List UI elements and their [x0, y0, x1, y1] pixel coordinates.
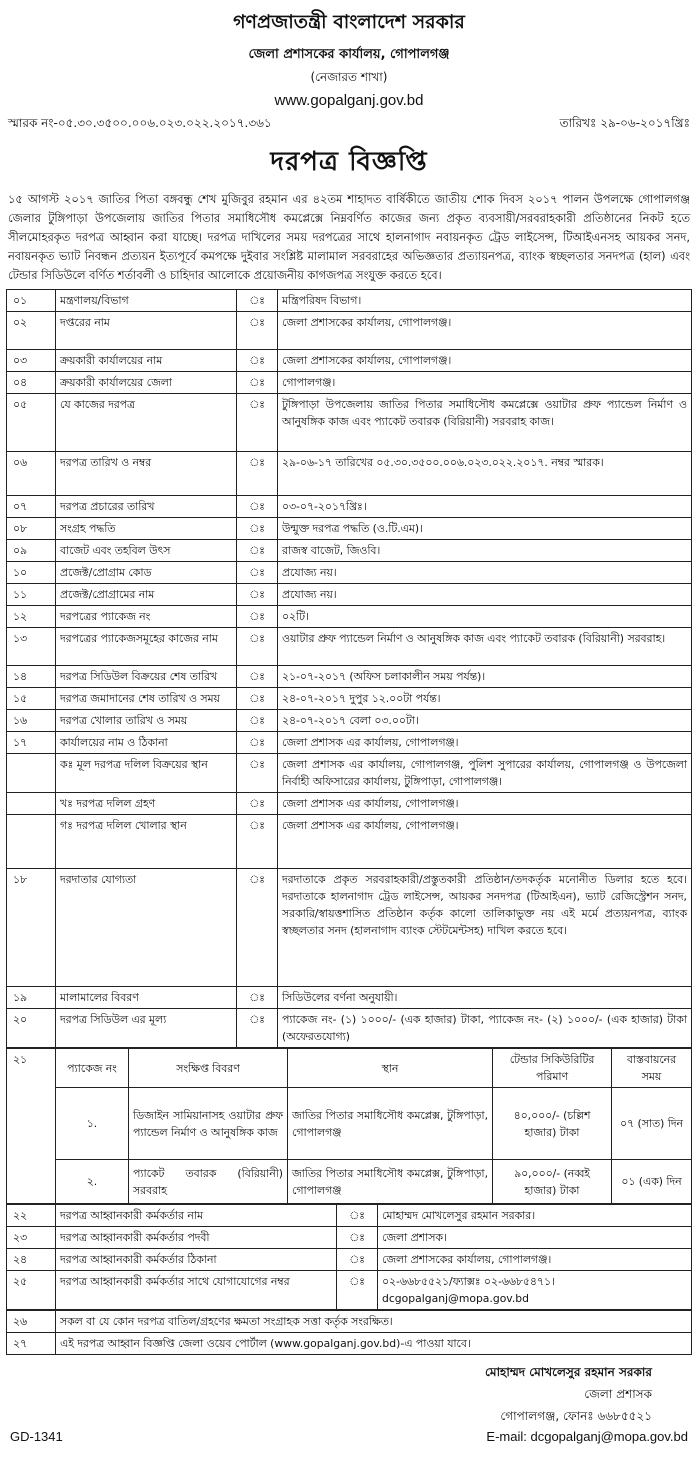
- detail-row: [7, 562, 692, 584]
- row-serial: ১৩: [7, 628, 56, 666]
- package-row: [7, 1160, 692, 1204]
- notes-table: [6, 1310, 692, 1355]
- package-place: জাতির পিতার সমাধিসৌধ কমপ্লেক্স, টুঙ্গিপাড়া, গোপালগঞ্জ: [288, 1088, 493, 1160]
- detail-row: [7, 754, 692, 793]
- detail-row: [7, 688, 692, 710]
- packages-header-no: প্যাকেজ নং: [56, 1049, 129, 1088]
- row-value: দরদাতাকে প্রকৃত সরবরাহকারী/প্রস্তুতকারী প্রতিষ্ঠান/তদকর্তৃক মনোনীত ডিলার হতে হবে। দরদাতাকে হালনাগাদ ট্রেড লাইসেন্স, আয়কর সনদপত্র (টিআইএন), ভ্যাট রেজিস্ট্রেশন সনদ, সরকারি/স্বায়ত্তশাসিত প্রতিষ্ঠান কর্তৃক কালো তালিকাভুক্ত নয় এই মর্মে প্রত্যয়নপত্র, ব্যাংক স্বচ্ছলতার সনদ (হালনাগাদ ব্যাংক স্টেটমেন্টসহ) দাখিল করতে হবে।: [278, 869, 692, 987]
- row-value: রাজস্ব বাজেট, জিওবি।: [278, 540, 692, 562]
- detail-row: [7, 452, 692, 496]
- row-label: মালামালের বিবরণ: [56, 987, 237, 1009]
- row-colon: ঃ: [237, 562, 278, 584]
- officer-rows: [7, 1205, 692, 1310]
- row-label: প্রজেক্ট/প্রোগ্রামের নাম: [56, 584, 237, 606]
- row-value: গোপালগঞ্জ।: [278, 372, 692, 394]
- row-serial: ১১: [7, 584, 56, 606]
- row-serial: [7, 815, 56, 869]
- row-serial: ০১: [7, 290, 56, 312]
- row-serial: ১৬: [7, 710, 56, 732]
- row-serial: ২২: [7, 1205, 56, 1227]
- row-colon: ঃ: [237, 606, 278, 628]
- row-colon: ঃ: [337, 1227, 378, 1249]
- signatory-name: মোহাম্মদ মোখলেসুর রহমান সরকার: [485, 1365, 652, 1379]
- row-value: মোহাম্মদ মোখলেসুর রহমান সরকার।: [378, 1205, 692, 1227]
- row-colon: ঃ: [237, 584, 278, 606]
- row-serial: ১৫: [7, 688, 56, 710]
- row-value: প্যাকেজ নং- (১) ১০০০/- (এক হাজার) টাকা, প্যাকেজ নং- (২) ১০০০/- (এক হাজার) টাকা (অফেরতযোগ্য): [278, 1009, 692, 1048]
- row-label: দরপত্র আহ্বানকারী কর্মকর্তার ঠিকানা: [56, 1249, 337, 1271]
- row-label: প্রজেক্ট/প্রোগ্রাম কোড: [56, 562, 237, 584]
- row-value: প্রযোজ্য নয়।: [278, 562, 692, 584]
- detail-row: [7, 628, 692, 666]
- memo-date: তারিখঃ ২৯-০৬-২০১৭খ্রিঃ: [559, 116, 690, 130]
- row-colon: ঃ: [237, 1009, 278, 1048]
- row-colon: ঃ: [237, 666, 278, 688]
- row-label: সংগ্রহ পদ্ধতি: [56, 518, 237, 540]
- row-value: ওয়াটার প্রুফ প্যান্ডেল নির্মাণ ও আনুষঙ্গিক কাজ এবং প্যাকেট তবারক (বিরিয়ানী) সরবরাহ।: [278, 628, 692, 666]
- branch-name: (নেজারত শাখা): [310, 70, 388, 84]
- row-colon: ঃ: [237, 732, 278, 754]
- detail-row: [7, 732, 692, 754]
- note-row: [7, 1333, 692, 1355]
- row-value: প্রযোজ্য নয়।: [278, 584, 692, 606]
- row-colon: ঃ: [237, 869, 278, 987]
- row-serial: ১৮: [7, 869, 56, 987]
- row-label: যে কাজের দরপত্র: [56, 394, 237, 452]
- intro-paragraph: ১৫ আগস্ট ২০১৭ জাতির পিতা বঙ্গবন্ধু শেখ মুজিবুর রহমান এর ৪২তম শাহাদত বার্ষিকীতে জাতীয় শোক দিবস ২০১৭ পালন উপলক্ষে গোপালগঞ্জ জেলার টুঙ্গিপাড়া উপজেলায় জাতির পিতার সমাধিসৌধ কমপ্লেক্সে নিম্নবর্ণিত কাজের জন্য প্রকৃত ব্যবসায়ী/সরবরাহকারী প্রতিষ্ঠানের নিকট হতে সীলমোহরকৃত দরপত্র আহ্বান করা যাচ্ছে। দরপত্র দাখিলের সময় দরপত্রের সাথে হালনাগাদ নবায়নকৃত ট্রেড লাইসেন্স, টিআইএনসহ আয়কর সনদ, নবায়নকৃত ভ্যাট নিবন্ধন প্রত্যয়ন ইত্যপূর্বে কমপক্ষে দুইবার সংশ্লিষ্ট মালামাল সরবরাহের অভিজ্ঞতার প্রত্যায়নপত্র, ব্যাংক স্বচ্ছলতার সনদপত্র (হাল) এবং টেন্ডার সিডিউলে বর্ণিত শর্তাবলী ও চাহিদার আলোকে প্রয়োজনীয় কাগজপত্র সংযুক্ত করতে হবে।: [8, 192, 690, 282]
- packages-header-row: [7, 1049, 692, 1088]
- website-link[interactable]: www.gopalganj.gov.bd: [274, 92, 424, 109]
- officer-row: [7, 1271, 692, 1310]
- detail-row: [7, 350, 692, 372]
- row-label: দরপত্র তারিখ ও নম্বর: [56, 452, 237, 496]
- package-place: জাতির পিতার সমাধিসৌধ কমপ্লেক্স, টুঙ্গিপাড়া, গোপালগঞ্জ: [288, 1160, 493, 1204]
- row-serial: ০৬: [7, 452, 56, 496]
- row-label: দরদাতার যোগ্যতা: [56, 869, 237, 987]
- officer-row: [7, 1249, 692, 1271]
- row-colon: ঃ: [237, 290, 278, 312]
- row-colon: ঃ: [237, 540, 278, 562]
- row-label: দরপত্র আহ্বানকারী কর্মকর্তার পদবী: [56, 1227, 337, 1249]
- detail-row: [7, 372, 692, 394]
- notice-title: দরপত্র বিজ্ঞপ্তি: [270, 147, 428, 177]
- packages-table: [6, 1048, 692, 1204]
- row-value: জেলা প্রশাসক।: [378, 1227, 692, 1249]
- row-label: মন্ত্রণালয়/বিভাগ: [56, 290, 237, 312]
- row-serial: ২০: [7, 1009, 56, 1048]
- package-no: ১.: [56, 1088, 129, 1160]
- row-serial: ১০: [7, 562, 56, 584]
- row-serial: [7, 793, 56, 815]
- package-desc: ডিজাইন সামিয়ানাসহ ওয়াটার প্রুফ প্যান্ডেল নির্মাণ ও আনুষঙ্গিক কাজ: [129, 1088, 288, 1160]
- row-label: দরপত্র প্রচারের তারিখ: [56, 496, 237, 518]
- row-colon: ঃ: [237, 394, 278, 452]
- detail-row: [7, 815, 692, 869]
- govt-title: গণপ্রজাতন্ত্রী বাংলাদেশ সরকার: [233, 11, 465, 33]
- row-value: জেলা প্রশাসক এর কার্যালয়, গোপালগঞ্জ।: [278, 815, 692, 869]
- row-serial: ০৯: [7, 540, 56, 562]
- row-serial: [7, 754, 56, 793]
- package-security: ৪০,০০০/- (চল্লিশ হাজার) টাকা: [493, 1088, 612, 1160]
- row-label: দরপত্রের প্যাকেজ নং: [56, 606, 237, 628]
- row-colon: ঃ: [237, 710, 278, 732]
- row-label: দপ্তরের নাম: [56, 312, 237, 350]
- row-value: মন্ত্রিপরিষদ বিভাগ।: [278, 290, 692, 312]
- row-serial: ২৩: [7, 1227, 56, 1249]
- row-colon: ঃ: [237, 688, 278, 710]
- row-colon: ঃ: [237, 754, 278, 793]
- package-security: ৯০,০০০/- (নব্বই হাজার) টাকা: [493, 1160, 612, 1204]
- row-value: ০২-৬৬৮৫৫২১/ফ্যাক্সঃ ০২-৬৬৮৫৪৭১। dcgopalganj@mopa.gov.bd: [378, 1271, 692, 1310]
- row-label: দরপত্রের প্যাকেজসমূহের কাজের নাম: [56, 628, 237, 666]
- row-value: টুঙ্গিপাড়া উপজেলায় জাতির পিতার সমাধিসৌধ কমপ্লেক্সে ওয়াটার প্রুফ প্যান্ডেল নির্মাণ ও আনুষঙ্গিক কাজ এবং প্যাকেট তবারক (বিরিয়ানী) সরবরাহ কাজ।: [278, 394, 692, 452]
- detail-row: [7, 710, 692, 732]
- note-text: সকল বা যে কোন দরপত্র বাতিল/গ্রহণের ক্ষমতা সংগ্রাহক সত্তা কর্তৃক সংরক্ষিত।: [56, 1311, 692, 1333]
- row-label: দরপত্র সিডিউল বিক্রয়ের শেষ তারিখ: [56, 666, 237, 688]
- row-value: ০৩-০৭-২০১৭খ্রিঃ।: [278, 496, 692, 518]
- signature-block: [6, 1361, 692, 1427]
- packages-header-security: টেন্ডার সিকিউরিটির পরিমাণ: [493, 1049, 612, 1088]
- row-value: ২৪-০৭-২০১৭ বেলা ০৩.০০টা।: [278, 710, 692, 732]
- note-text: এই দরপত্র আহ্বান বিজ্ঞপ্তি জেলা ওয়েব পোর্টাল (www.gopalganj.gov.bd)-এ পাওয়া যাবে।: [56, 1333, 692, 1355]
- row-serial: ০৭: [7, 496, 56, 518]
- packages-header-time: বাস্তবায়নের সময়: [612, 1049, 692, 1088]
- row-value: জেলা প্রশাসকের কার্যালয়, গোপালগঞ্জ।: [378, 1249, 692, 1271]
- footer-email[interactable]: E-mail: dcgopalganj@mopa.gov.bd: [486, 1429, 688, 1444]
- row-value: ০২টি।: [278, 606, 692, 628]
- row-serial: ১২: [7, 606, 56, 628]
- row-serial: ০৫: [7, 394, 56, 452]
- row-colon: ঃ: [337, 1205, 378, 1227]
- detail-row: [7, 987, 692, 1009]
- row-serial: ২৬: [7, 1311, 56, 1333]
- row-serial: ০৩: [7, 350, 56, 372]
- detail-row: [7, 290, 692, 312]
- row-colon: ঃ: [237, 312, 278, 350]
- detail-row: [7, 1009, 692, 1048]
- row-label: দরপত্র আহ্বানকারী কর্মকর্তার সাথে যোগাযোগের নম্বর: [56, 1271, 337, 1310]
- row-serial: ১৭: [7, 732, 56, 754]
- publication-code: GD-1341: [10, 1429, 63, 1444]
- detail-row: [7, 666, 692, 688]
- row-colon: ঃ: [237, 350, 278, 372]
- detail-row: [7, 793, 692, 815]
- detail-row: [7, 584, 692, 606]
- row-colon: ঃ: [237, 496, 278, 518]
- row-label: দরপত্র আহ্বানকারী কর্মকর্তার নাম: [56, 1205, 337, 1227]
- package-time: ০১ (এক) দিন: [612, 1160, 692, 1204]
- row-label: গঃ দরপত্র দলিল খোলার স্থান: [56, 815, 237, 869]
- row-label: ক্রয়কারী কার্যালয়ের নাম: [56, 350, 237, 372]
- row-serial: ২৪: [7, 1249, 56, 1271]
- details-rows-a: [7, 290, 692, 1048]
- row-label: দরপত্র সিডিউল এর মূল্য: [56, 1009, 237, 1048]
- packages-serial: ২১: [7, 1049, 56, 1204]
- row-value: ২৪-০৭-২০১৭ দুপুর ১২.০০টা পর্যন্ত।: [278, 688, 692, 710]
- row-serial: ০২: [7, 312, 56, 350]
- row-value: জেলা প্রশাসকের কার্যালয়, গোপালগঞ্জ।: [278, 312, 692, 350]
- detail-row: [7, 394, 692, 452]
- detail-row: [7, 496, 692, 518]
- row-serial: ১৪: [7, 666, 56, 688]
- row-value: সিডিউলের বর্ণনা অনুযায়ী।: [278, 987, 692, 1009]
- officer-table: [6, 1204, 692, 1310]
- row-colon: ঃ: [337, 1271, 378, 1310]
- officer-row: [7, 1227, 692, 1249]
- signatory-contact: গোপালগঞ্জ, ফোনঃ ৬৬৮৫৫২১: [500, 1409, 652, 1423]
- row-colon: ঃ: [237, 987, 278, 1009]
- row-value: উন্মুক্ত দরপত্র পদ্ধতি (ও.টি.এম)।: [278, 518, 692, 540]
- office-name: জেলা প্রশাসকের কার্যালয়, গোপালগঞ্জ: [248, 47, 450, 62]
- packages-header-place: স্থান: [288, 1049, 493, 1088]
- signatory-designation: জেলা প্রশাসক: [584, 1387, 652, 1401]
- package-time: ০৭ (সাত) দিন: [612, 1088, 692, 1160]
- detail-row: [7, 869, 692, 987]
- packages-header-desc: সংক্ষিপ্ত বিবরণ: [129, 1049, 288, 1088]
- row-serial: ১৯: [7, 987, 56, 1009]
- row-serial: ২৫: [7, 1271, 56, 1310]
- row-value: জেলা প্রশাসক এর কার্যালয়, গোপালগঞ্জ, পুলিশ সুপারের কার্যালয়, গোপালগঞ্জ ও উপজেলা নির্বাহী অফিসারের কার্যালয়, টুঙ্গিপাড়া, গোপালগঞ্জ।: [278, 754, 692, 793]
- row-value: ২১-০৭-২০১৭ (অফিস চলাকালীন সময় পর্যন্ত)।: [278, 666, 692, 688]
- row-colon: ঃ: [237, 372, 278, 394]
- notes-rows: [7, 1311, 692, 1355]
- row-serial: ০৪: [7, 372, 56, 394]
- row-label: খঃ দরপত্র দলিল গ্রহণ: [56, 793, 237, 815]
- package-row: [7, 1088, 692, 1160]
- row-value: জেলা প্রশাসক এর কার্যালয়, গোপালগঞ্জ।: [278, 732, 692, 754]
- row-colon: ঃ: [237, 793, 278, 815]
- row-value: ২৯-০৬-১৭ তারিখের ০৫.৩০.৩৫০০.০০৬.০২৩.০২২.২০১৭. নম্বর স্মারক।: [278, 452, 692, 496]
- row-label: কঃ মূল দরপত্র দলিল বিক্রয়ের স্থান: [56, 754, 237, 793]
- row-label: বাজেট এবং তহবিল উৎস: [56, 540, 237, 562]
- row-serial: ২৭: [7, 1333, 56, 1355]
- row-label: কার্যালয়ের নাম ও ঠিকানা: [56, 732, 237, 754]
- row-serial: ০৮: [7, 518, 56, 540]
- package-no: ২.: [56, 1160, 129, 1204]
- row-colon: ঃ: [237, 452, 278, 496]
- detail-row: [7, 606, 692, 628]
- reference-row: [6, 115, 692, 135]
- row-value: জেলা প্রশাসকের কার্যালয়, গোপালগঞ্জ।: [278, 350, 692, 372]
- note-row: [7, 1311, 692, 1333]
- details-table: [6, 289, 692, 1048]
- row-label: ক্রয়কারী কার্যালয়ের জেলা: [56, 372, 237, 394]
- row-colon: ঃ: [237, 815, 278, 869]
- row-value: জেলা প্রশাসক এর কার্যালয়, গোপালগঞ্জ।: [278, 793, 692, 815]
- detail-row: [7, 518, 692, 540]
- package-desc: প্যাকেট তবারক (বিরিয়ানী) সরবরাহ: [129, 1160, 288, 1204]
- row-colon: ঃ: [237, 628, 278, 666]
- row-label: দরপত্র জমাদানের শেষ তারিখ ও সময়: [56, 688, 237, 710]
- memo-number: স্মারক নং-০৫.৩০.৩৫০০.০০৬.০২৩.০২২.২০১৭.৩৬১: [8, 116, 272, 130]
- footer-row: [6, 1429, 692, 1444]
- row-colon: ঃ: [237, 518, 278, 540]
- officer-row: [7, 1205, 692, 1227]
- detail-row: [7, 540, 692, 562]
- row-label: দরপত্র খোলার তারিখ ও সময়: [56, 710, 237, 732]
- row-colon: ঃ: [337, 1249, 378, 1271]
- detail-row: [7, 312, 692, 350]
